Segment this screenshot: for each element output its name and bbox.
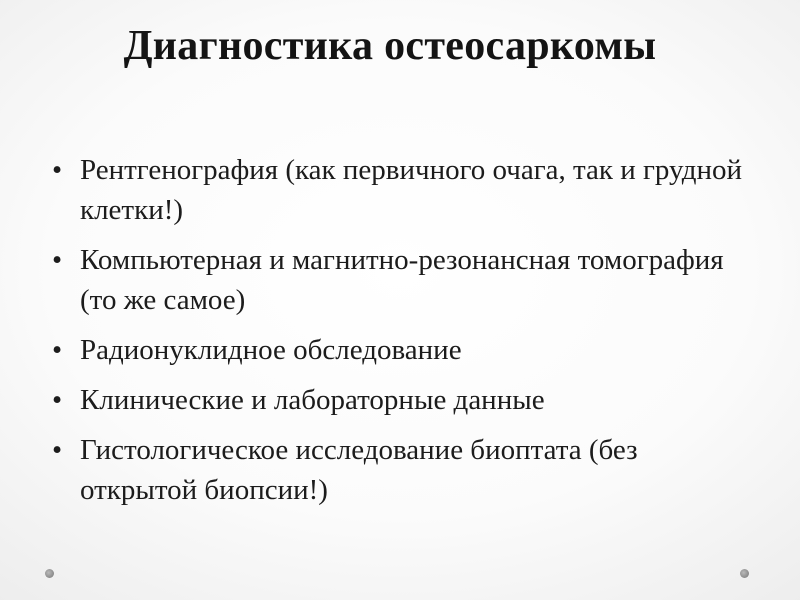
bullet-icon: • <box>52 434 63 466</box>
bullet-icon: • <box>52 244 63 276</box>
list-item <box>52 430 752 510</box>
list-item-text: Клинические и лабораторные данные <box>80 384 545 416</box>
list-item-text: Рентгенография (как первичного очага, так и грудной клетки!) <box>80 154 742 226</box>
list-item <box>52 330 752 370</box>
list-item-text: Компьютерная и магнитно-резонансная томография (то же самое) <box>80 244 724 316</box>
bullet-list <box>52 150 752 520</box>
list-item <box>52 240 752 320</box>
slide-title: Диагностика остеосаркомы <box>123 23 657 69</box>
bullet-icon: • <box>52 334 63 366</box>
bullet-icon: • <box>52 384 63 416</box>
corner-dot-icon <box>740 569 749 578</box>
bullet-icon: • <box>52 154 63 186</box>
list-item <box>52 150 752 230</box>
list-item <box>52 380 752 420</box>
list-item-text: Гистологическое исследование биоптата (без открытой биопсии!) <box>80 434 638 506</box>
list-item-text: Радионуклидное обследование <box>80 334 462 366</box>
corner-dot-icon <box>45 569 54 578</box>
